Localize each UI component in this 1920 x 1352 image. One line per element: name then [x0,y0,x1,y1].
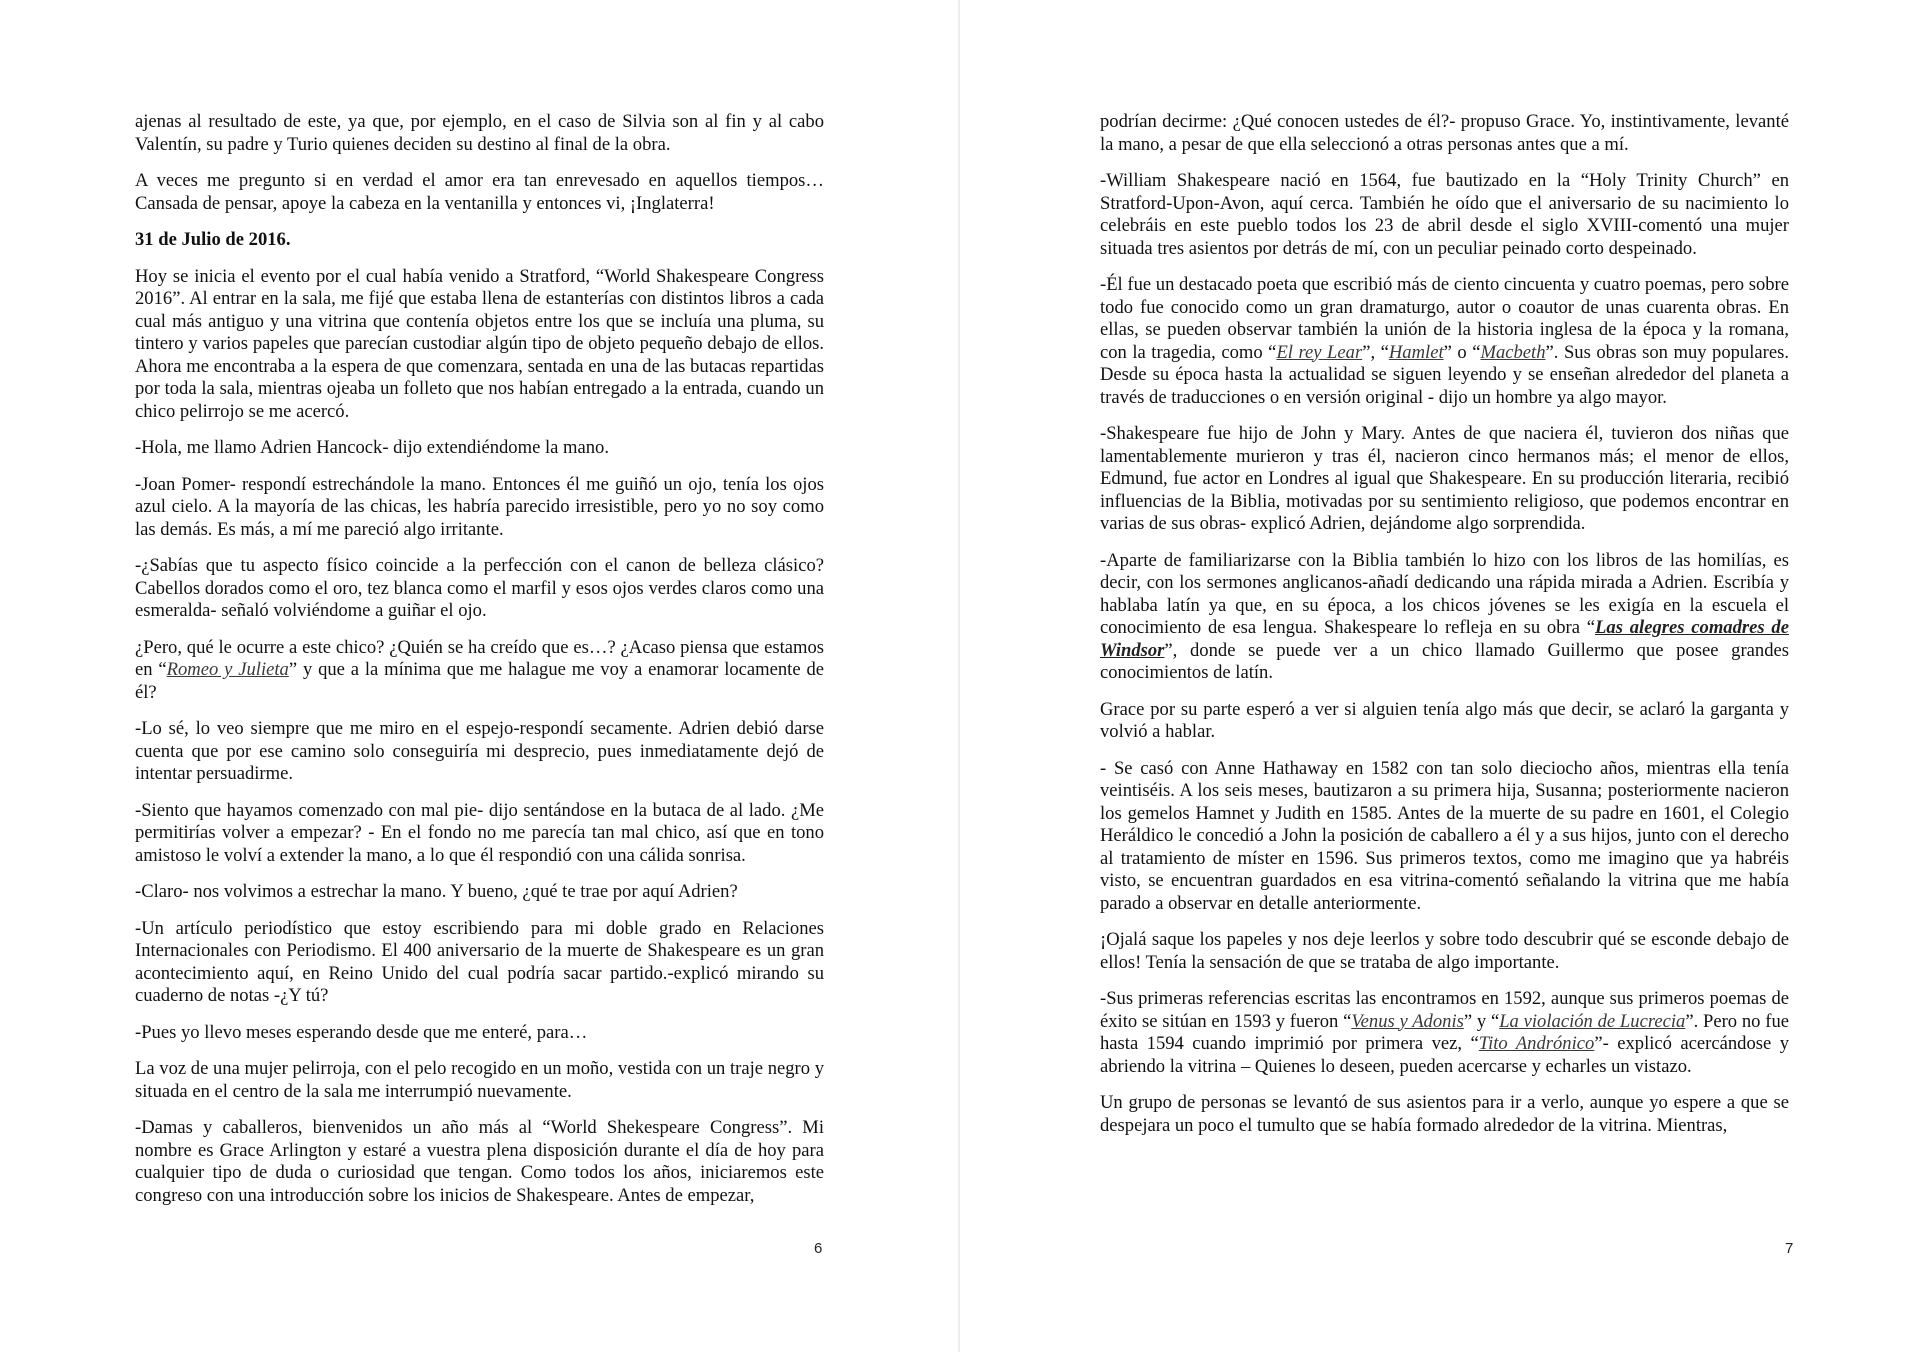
paragraph: Hoy se inicia el evento por el cual había venido a Stratford, “World Shakespeare Congress 2016”. Al entrar en la sala, me fijé que estaba llena de estanterías con distintos libros a cada cual más antiguo y una vitrina que contenía objetos entre los que se incluía una pluma, su tintero y varios papeles que parecían custodiar algún tipo de objeto pequeño debajo de ellos. Ahora me encontraba a la espera de que comenzara, sentada en una de las butacas repartidas por toda la sala, mientras ojeaba un folleto que nos habían entregado a la entrada, cuando un chico pelirrojo se me acercó. [135,265,824,422]
paragraph: podrían decirme: ¿Qué conocen ustedes de él?- propuso Grace. Yo, instintivamente, levanté la mano, a pesar de que ella seleccionó a otras personas antes que a mí. [1100,111,1789,155]
paragraph: Grace por su parte esperó a ver si alguien tenía algo más que decir, se aclaró la garganta y volvió a hablar. [1100,698,1789,742]
work-title: Las alegres comadres de Windsor [1100,617,1789,661]
text-run: ¿Pero, qué le ocurre a este chico? ¿Quién se ha creído que es…? ¿Acaso piensa que estamos en “ [135,636,824,680]
paragraph: ajenas al resultado de este, ya que, por ejemplo, en el caso de Silvia son al fin y al cabo Valentín, su padre y Turio quienes deciden su destino al final de la obra. [135,111,824,155]
paragraph: A veces me pregunto si en verdad el amor era tan enrevesado en aquellos tiempos… Cansada de pensar, apoye la cabeza en la ventanilla y entonces vi, ¡Inglaterra! [135,170,824,214]
paragraph: Un grupo de personas se levantó de sus asientos para ir a verlo, aunque yo espere a que se despejara un poco el tumulto que se había formado alrededor de la vitrina. Mientras, [1100,1092,1789,1136]
paragraph [135,637,824,705]
text-run: -Sus primeras referencias escritas las encontramos en 1592, aunque sus primeros poemas de éxito se sitúan en 1593 y fueron “ [1100,988,1789,1032]
paragraph: -Un artículo periodístico que estoy escribiendo para mi doble grado en Relaciones Internacionales con Periodismo. El 400 aniversario de la muerte de Shakespeare es un gran acontecimiento aquí, en Reino Unido del cual podría sacar partido.-explicó mirando su cuaderno de notas -¿Y tú? [135,917,824,1006]
text-run: -Él fue un destacado poeta que escribió más de ciento cincuenta y cuatro poemas, pero sobre todo fue conocido como un gran dramaturgo, autor o coautor de unas cuarenta obras. En ellas, se pueden observar también la unión de la historia inglesa de la época y la romana, con la tragedia, como “ [1100,274,1789,363]
paragraph [1100,274,1789,409]
paragraph: -Siento que hayamos comenzado con mal pie- dijo sentándose en la butaca de al lado. ¿Me permitirías volver a empezar? - En el fondo no me parecía tan mal chico, así que en tono amistoso le volví a extender la mano, a lo que él respondió con una cálida sonrisa. [135,799,824,866]
text-run: -Aparte de familiarizarse con la Biblia también lo hizo con los libros de las homilías, es decir, con los sermones anglicanos-añadí dedicando una rápida mirada a Adrien. Escribía y hablaba latín ya que, en su época, a los chicos jóvenes se les exigía en la escuela el conocimiento de esa lengua. Shakespeare lo refleja en su obra “ [1100,549,1789,638]
left-page-text [135,111,824,1221]
paragraph: -Claro- nos volvimos a estrechar la mano. Y bueno, ¿qué te trae por aquí Adrien? [135,881,738,902]
work-title: El rey Lear [1276,341,1363,363]
text-run: ” o “ [1443,341,1481,363]
paragraph: - Se casó con Anne Hathaway en 1582 con tan solo dieciocho años, mientras ella tenía veintiséis. A los seis meses, bautizaron a su primera hija, Susanna; posteriormente nacieron los gemelos Hamnet y Judith en 1585. Antes de la muerte de su padre en 1601, el Colegio Heráldico le concedió a John la posición de caballero a él y a sus hijos, junto con el derecho al tratamiento de míster en 1596. Sus primeros textos, como me imagino que ya habréis visto, se encuentran guardados en esa vitrina-comentó señalando la vitrina que me había parado a observar en detalle anteriormente. [1100,757,1789,914]
paragraph: La voz de una mujer pelirroja, con el pelo recogido en un moño, vestida con un traje negro y situada en el centro de la sala me interrumpió nuevamente. [135,1058,824,1102]
paragraph: -Joan Pomer- respondí estrechándole la mano. Entonces él me guiñó un ojo, tenía los ojos azul cielo. A la mayoría de las chicas, les habría parecido irresistible, pero yo no soy como las demás. Es más, a mí me pareció algo irritante. [135,473,824,540]
work-title: Macbeth [1480,341,1546,363]
text-run: ”. Pero no fue hasta 1594 cuando imprimió por primera vez, “ [1100,1010,1789,1054]
work-title: Tito Andrónico [1478,1033,1595,1054]
diary-date-heading: 31 de Julio de 2016. [135,229,291,250]
text-run: ” y “ [1463,1010,1500,1032]
text-run: ”, donde se puede ver a un chico llamado Guillermo que posee grandes conocimientos de latín. [1100,639,1789,683]
work-title: Hamlet [1388,341,1444,363]
paragraph: -¿Sabías que tu aspecto físico coincide a la perfección con el canon de belleza clásico? Cabellos dorados como el oro, tez blanca como el marfil y esos ojos verdes claros como una esmeralda- señaló volviéndome a guiñar el ojo. [135,555,824,621]
paragraph: -Hola, me llamo Adrien Hancock- dijo extendiéndome la mano. [135,437,609,458]
work-title: La violación de Lucrecia [1499,1010,1686,1032]
paragraph: -Lo sé, lo veo siempre que me miro en el espejo-respondí secamente. Adrien debió darse cuenta que por ese camino solo conseguiría mi desprecio, pues inmediatamente dejó de intentar persuadirme. [135,718,824,784]
right-page-text [1100,111,1789,1151]
paragraph: -Damas y caballeros, bienvenidos un año más al “World Shekespeare Congress”. Mi nombre es Grace Arlington y estaré a vuestra plena disposición durante el día de hoy para cualquier tipo de duda o curiosidad que tengan. Como todos los años, iniciaremos este congreso con una introducción sobre los inicios de Shakespeare. Antes de empezar, [135,1117,824,1206]
paragraph: ¡Ojalá saque los papeles y nos deje leerlos y sobre todo descubrir qué se esconde debajo de ellos! Tenía la sensación de que se trataba de algo importante. [1100,929,1789,973]
text-run: ” y que a la mínima que me halague me voy a enamorar locamente de él? [135,659,824,703]
paragraph: -Pues yo llevo meses esperando desde que me enteré, para… [135,1021,588,1043]
text-run: ”, “ [1362,341,1389,363]
paragraph: -Shakespeare fue hijo de John y Mary. Antes de que naciera él, tuvieron dos niñas que lamentablemente murieron y tras él, nacieron cinco hermanos más; el menor de ellos, Edmund, fue actor en Londres al igual que Shakespeare. En su producción literaria, recibió influencias de la Biblia, motivadas por su sentimiento religioso, que podemos encontrar en varias de sus obras- explicó Adrien, dejándome algo sorprendida. [1100,423,1789,534]
text-run: ”. Sus obras son muy populares. Desde su época hasta la actualidad se siguen leyendo y se enseñan alrededor del planeta a través de traducciones o en versión original - dijo un hombre ya algo mayor. [1100,341,1789,408]
page-number: 7 [1785,1240,1794,1257]
text-run: ”- explicó acercándose y abriendo la vitrina – Quienes lo deseen, pueden acercarse y echarles un vistazo. [1100,1033,1789,1077]
paragraph: -William Shakespeare nació en 1564, fue bautizado en la “Holy Trinity Church” en Stratford-Upon-Avon, aquí cerca. También he oído que el aniversario de su nacimiento lo celebráis en este pueblo todos los 23 de abril desde el siglo XVIII-comentó una mujer situada tres asientos por detrás de mí, con un peculiar peinado corto despeinado. [1100,170,1789,259]
paragraph [1100,988,1789,1078]
work-title: Romeo y Julieta [166,659,289,680]
paragraph [1100,550,1789,685]
work-title: Venus y Adonis [1351,1010,1464,1032]
page-number: 6 [814,1240,823,1257]
